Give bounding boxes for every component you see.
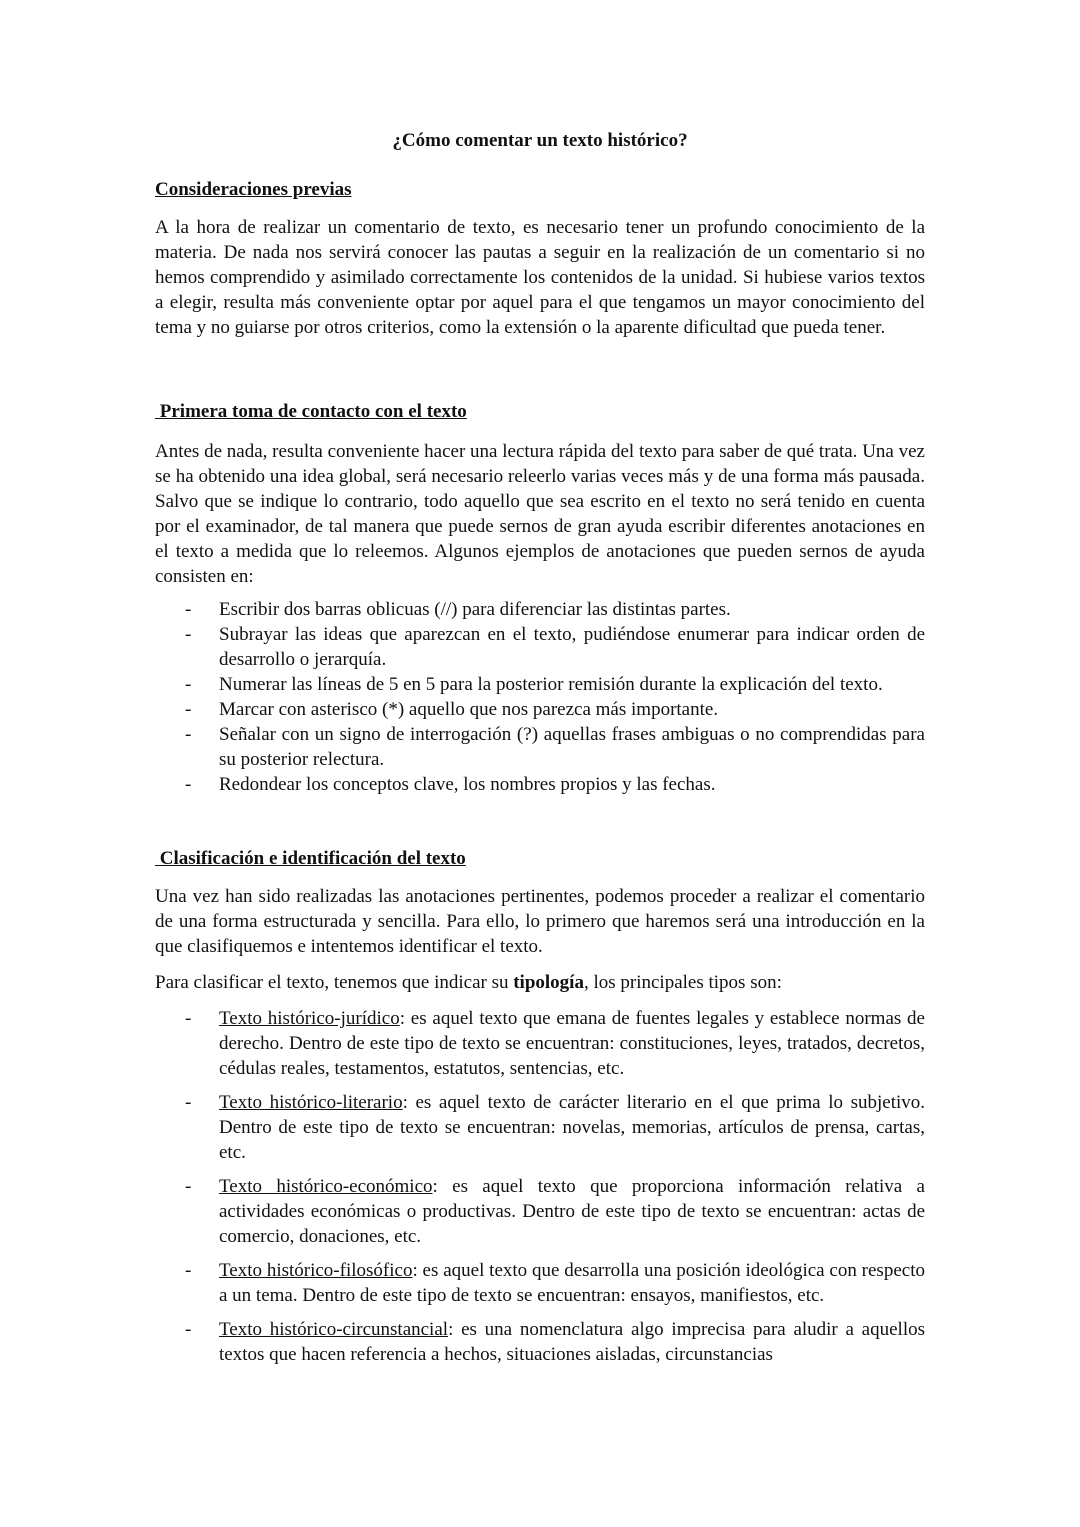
list-item: - Texto histórico-jurídico: es aquel texto que emana de fuentes legales y establece normas de derecho. Dentro de este tipo de texto se encuentran: constituciones, leyes, tratados, decretos, cédulas reales, testamentos, estatutos, sentencias, etc. [155,1006,925,1081]
type-term: Texto histórico-filosófico [219,1260,413,1281]
heading-primera-toma: Primera toma de contacto con el texto [155,401,467,422]
type-term: Texto histórico-económico [219,1176,433,1197]
typology-intro: Para clasificar el texto, tenemos que indicar su tipología, los principales tipos son: [155,972,782,993]
annotation-list [155,597,925,797]
list-item: - Redondear los conceptos clave, los nombres propios y las fechas. [155,772,925,797]
typology-bold: tipología [513,972,584,993]
list-item: - Texto histórico-literario: es aquel texto de carácter literario en el que prima lo subjetivo. Dentro de este tipo de texto se encuentran: novelas, memorias, artículos de prensa, cartas, etc. [155,1090,925,1165]
paragraph-clasificacion: Una vez han sido realizadas las anotaciones pertinentes, podemos proceder a realizar el comentario de una forma estructurada y sencilla. Para ello, lo primero que haremos será una introducción en la que clasifiquemos e intentemos identificar el texto. [155,886,925,957]
typology-list [155,1006,925,1376]
heading-consideraciones: Consideraciones previas [155,179,352,200]
list-item: - Texto histórico-filosófico: es aquel texto que desarrolla una posición ideológica con respecto a un tema. Dentro de este tipo de texto se encuentran: ensayos, manifiestos, etc. [155,1258,925,1308]
list-item: - Texto histórico-circunstancial: es una nomenclatura algo imprecisa para aludir a aquellos textos que hacen referencia a hechos, situaciones aisladas, circunstancias [155,1317,925,1367]
list-item: - Texto histórico-económico: es aquel texto que proporciona información relativa a actividades económicas o productivas. Dentro de este tipo de texto se encuentran: actas de comercio, donaciones, etc. [155,1174,925,1249]
heading-clasificacion: Clasificación e identificación del texto [155,848,466,869]
type-term: Texto histórico-circunstancial [219,1319,449,1340]
paragraph-consideraciones: A la hora de realizar un comentario de texto, es necesario tener un profundo conocimiento de la materia. De nada nos servirá conocer las pautas a seguir en la realización de un comentario si no hemos comprendido y asimilado correctamente los contenidos de la unidad. Si hubiese varios textos a elegir, resulta más conveniente optar por aquel para el que tengamos un mayor conocimiento del tema y no guiarse por otros criterios, como la extensión o la aparente dificultad que pueda tener. [155,217,925,338]
type-term: Texto histórico-jurídico [219,1008,400,1029]
list-item: - Subrayar las ideas que aparezcan en el texto, pudiéndose enumerar para indicar orden de desarrollo o jerarquía. [155,622,925,672]
paragraph-primera-toma: Antes de nada, resulta conveniente hacer una lectura rápida del texto para saber de qué trata. Una vez se ha obtenido una idea global, será necesario releerlo varias veces más y de una forma más pausada. Salvo que se indique lo contrario, todo aquello que sea escrito en el texto no será tenido en cuenta por el examinador, de tal manera que puede sernos de gran ayuda escribir diferentes anotaciones en el texto a medida que lo releemos. Algunos ejemplos de anotaciones que pueden sernos de ayuda consisten en: [155,441,925,587]
list-item: - Marcar con asterisco (*) aquello que nos parezca más importante. [155,697,925,722]
list-item: - Señalar con un signo de interrogación (?) aquellas frases ambiguas o no comprendidas para su posterior relectura. [155,722,925,772]
type-term: Texto histórico-literario [219,1092,403,1113]
document-title: ¿Cómo comentar un texto histórico? [392,130,688,151]
list-item: - Escribir dos barras oblicuas (//) para diferenciar las distintas partes. [155,597,925,622]
list-item: - Numerar las líneas de 5 en 5 para la posterior remisión durante la explicación del texto. [155,672,925,697]
